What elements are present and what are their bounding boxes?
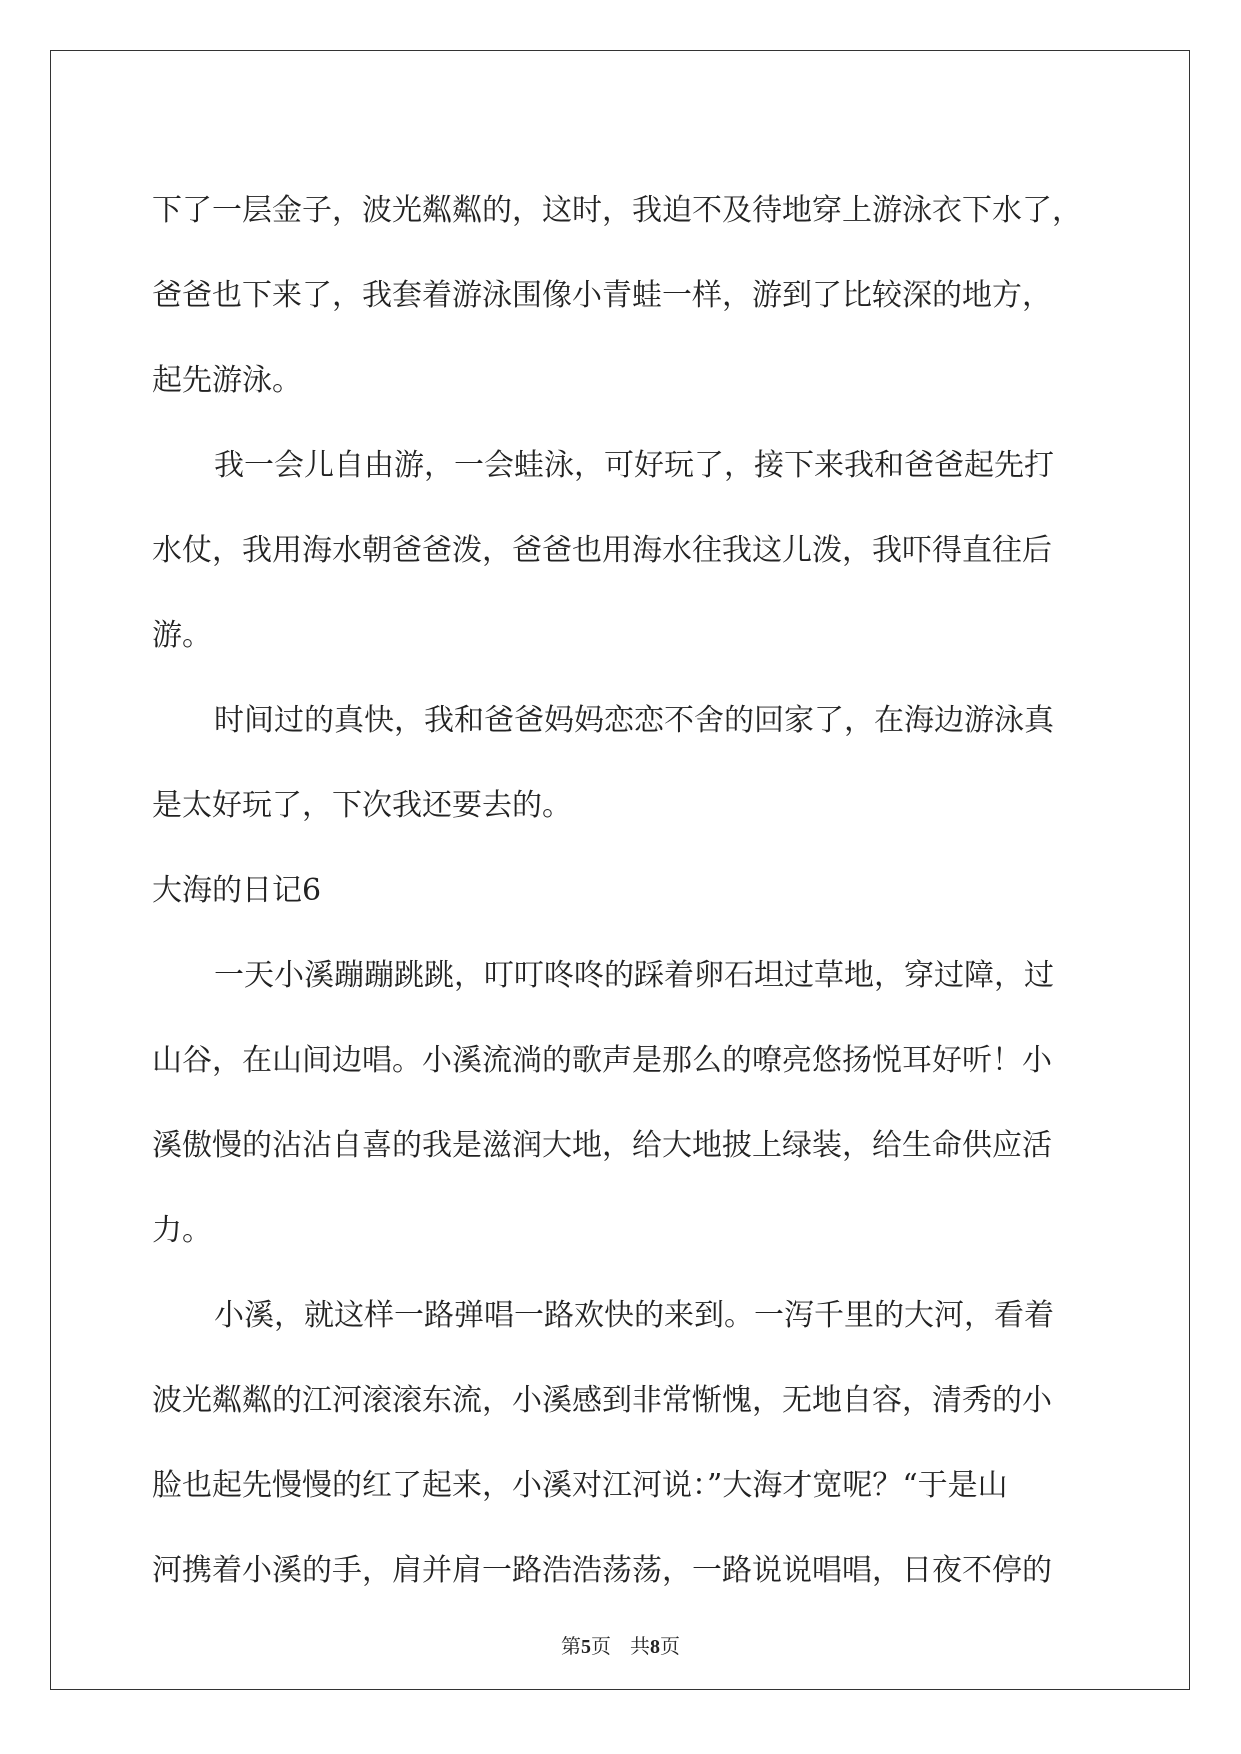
text-line: 时间过的真快，我和爸爸妈妈恋恋不舍的回家了，在海边游泳真 (214, 703, 1054, 738)
text-line: 波光粼粼的江河滚滚东流，小溪感到非常惭愧，无地自容，清秀的小 (152, 1383, 1052, 1418)
page-number: 5 (580, 1636, 591, 1658)
footer-prefix: 第 (560, 1634, 581, 1658)
document-body (152, 168, 1092, 1613)
paragraph (152, 168, 1092, 423)
text-line: 河携着小溪的手，肩并肩一路浩浩荡荡，一路说说唱唱，日夜不停的 (152, 1553, 1052, 1588)
footer-suffix: 页 (660, 1634, 681, 1658)
footer-mid: 页 共 (590, 1634, 651, 1658)
text-line: 水仗，我用海水朝爸爸泼，爸爸也用海水往我这儿泼，我吓得直往后 (152, 533, 1052, 568)
text-line: 溪傲慢的沾沾自喜的我是滋润大地，给大地披上绿装，给生命供应活 (152, 1128, 1052, 1163)
text-line: 爸爸也下来了，我套着游泳围像小青蛙一样，游到了比较深的地方， (152, 278, 1052, 313)
paragraph (152, 933, 1092, 1273)
text-line: 下了一层金子，波光粼粼的，这时，我迫不及待地穿上游泳衣下水了， (152, 193, 1082, 228)
text-line: 是太好玩了，下次我还要去的。 (152, 788, 572, 823)
text-line: 小溪，就这样一路弹唱一路欢快的来到。一泻千里的大河，看着 (214, 1298, 1054, 1333)
paragraph (152, 423, 1092, 678)
page-total: 8 (650, 1636, 661, 1658)
text-line: 一天小溪蹦蹦跳跳，叮叮咚咚的踩着卵石坦过草地，穿过障，过 (214, 958, 1054, 993)
section-heading: 大海的日记6 (152, 873, 322, 908)
text-line: 起先游泳。 (152, 363, 302, 398)
text-line: 游。 (152, 618, 212, 653)
text-line: 山谷，在山间边唱。小溪流淌的歌声是那么的嘹亮悠扬悦耳好听！小 (152, 1043, 1052, 1078)
paragraph (152, 1273, 1092, 1613)
paragraph (152, 678, 1092, 848)
page-footer (0, 1630, 1241, 1659)
text-line: 我一会儿自由游，一会蛙泳，可好玩了，接下来我和爸爸起先打 (214, 448, 1054, 483)
text-line: 脸也起先慢慢的红了起来，小溪对江河说：”大海才宽呢？“于是山 (152, 1468, 1008, 1503)
text-line: 力。 (152, 1213, 212, 1248)
